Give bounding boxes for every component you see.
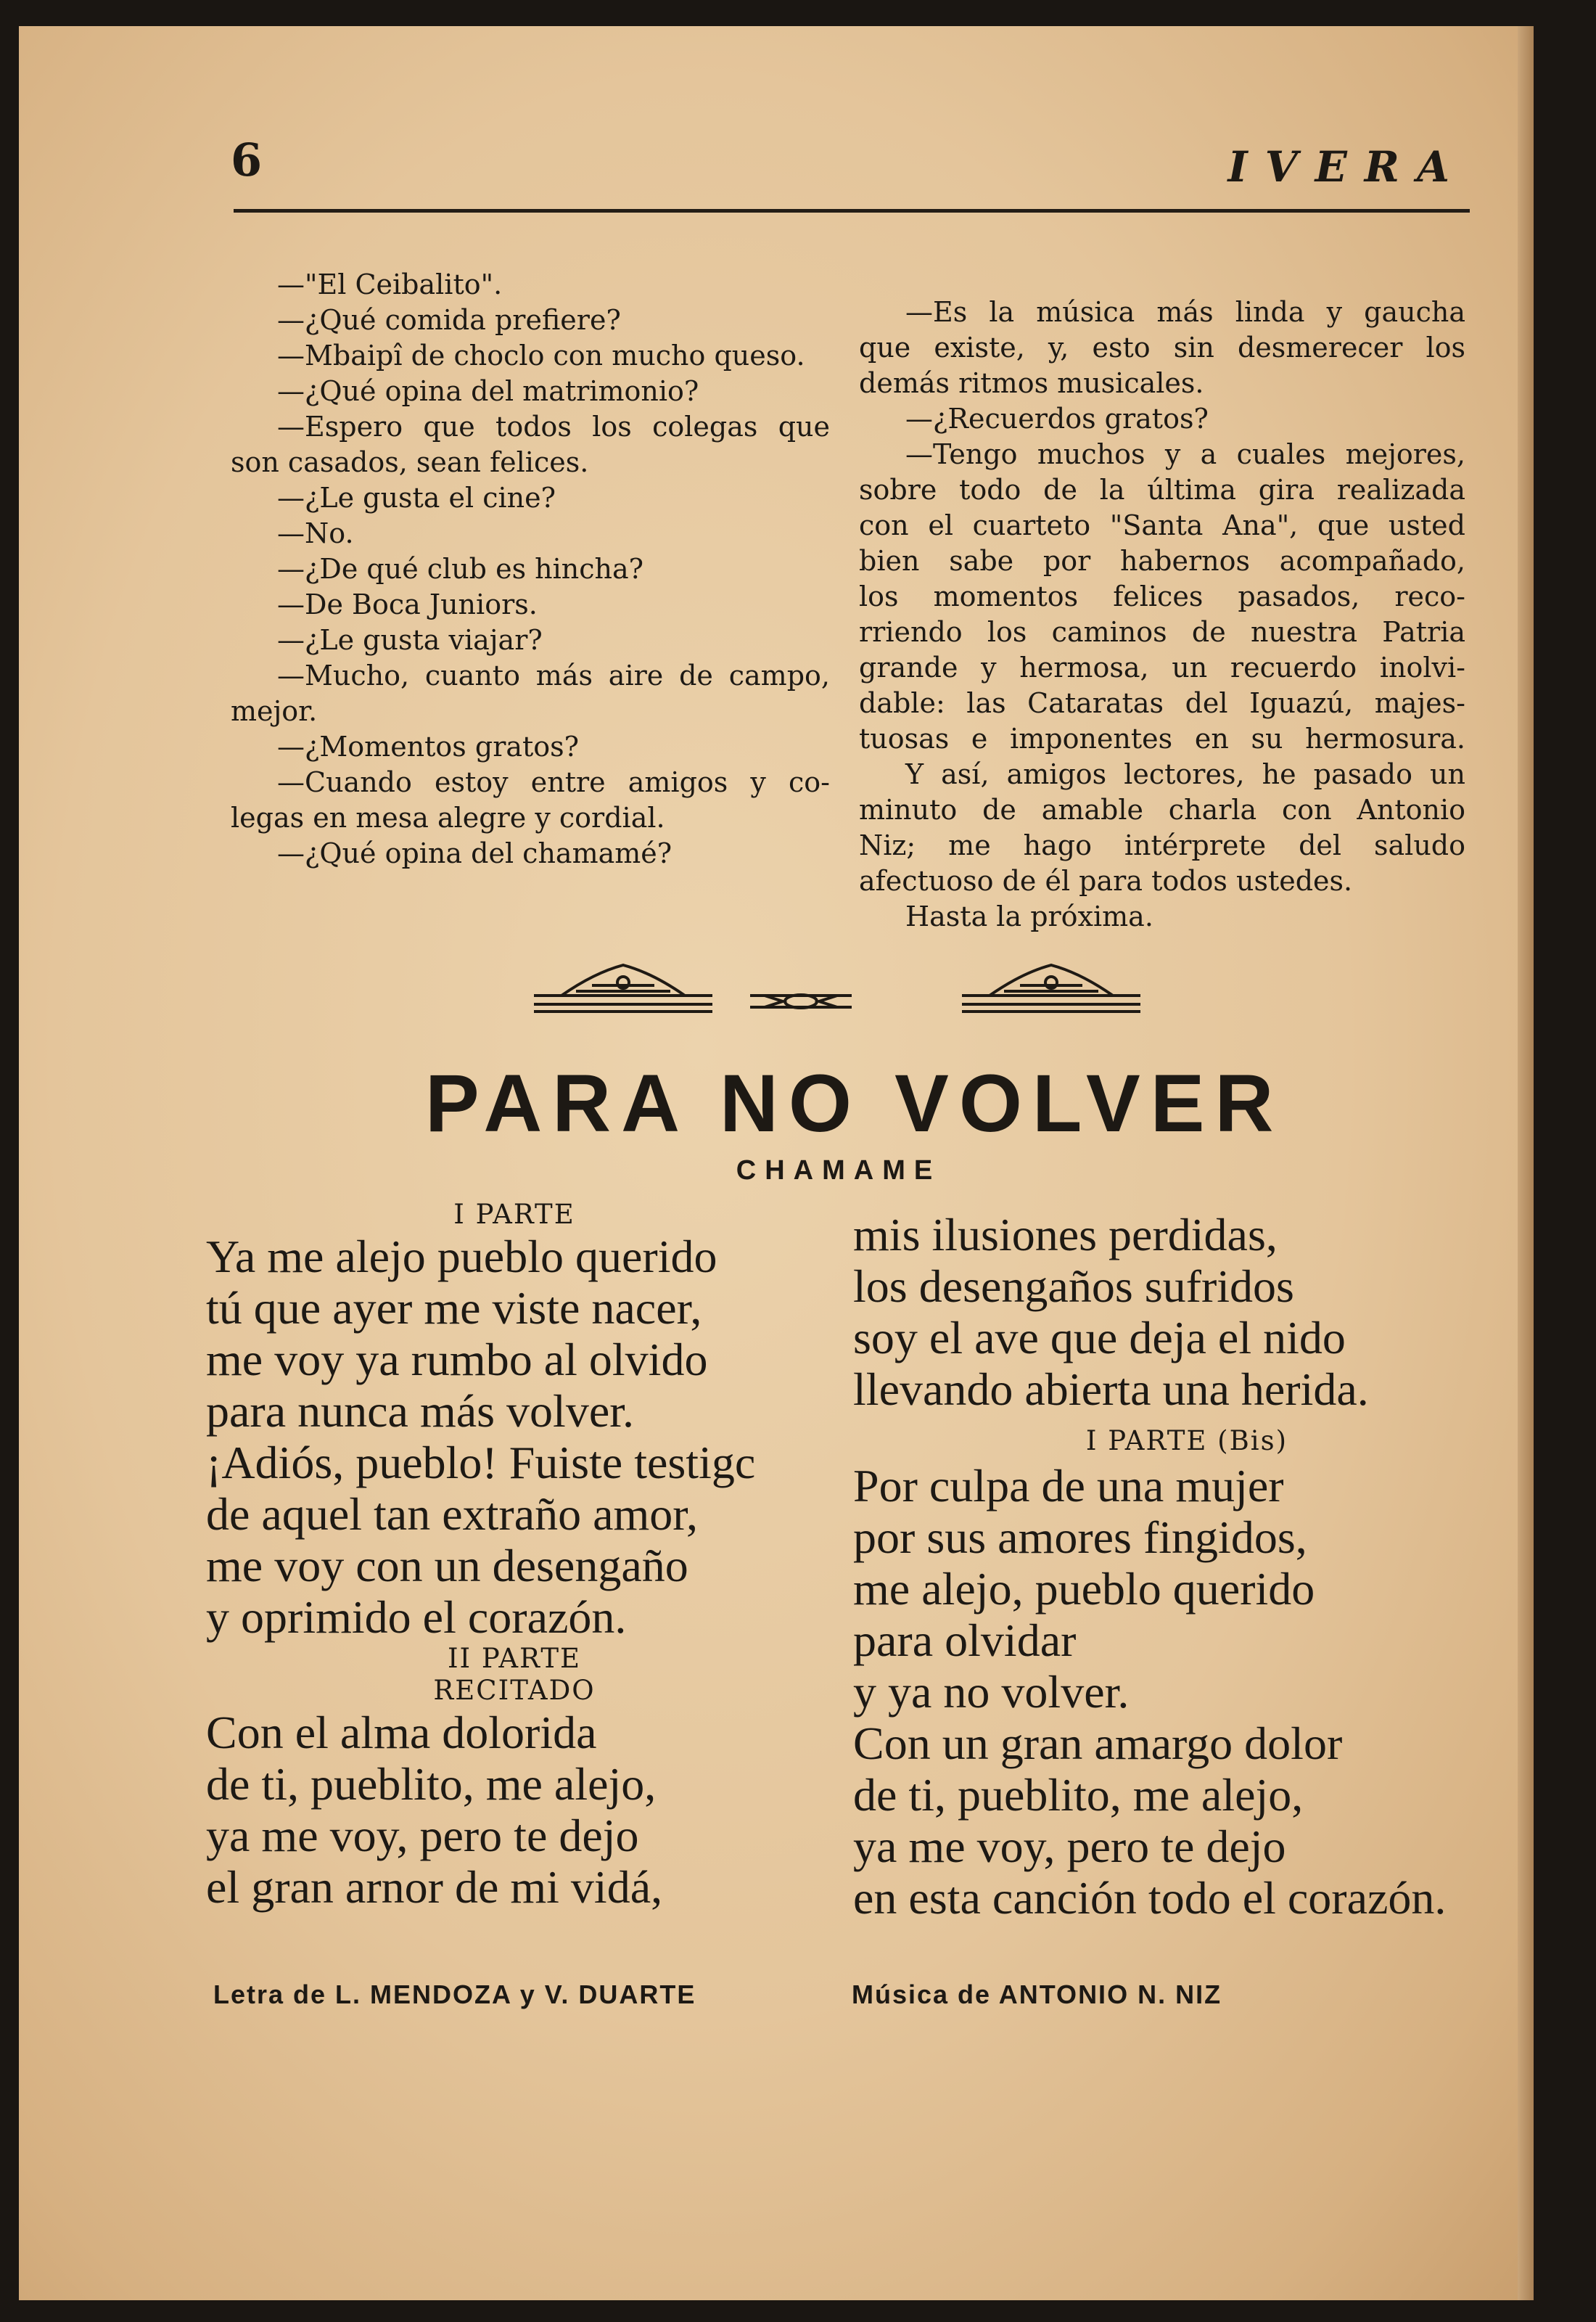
lyric-line: tú que ayer me viste nacer, xyxy=(206,1282,702,1334)
lyric-line: me voy con un desengaño xyxy=(206,1540,688,1591)
interview-line: —No. xyxy=(277,517,354,549)
interview-line: grande y hermosa, un recuerdo inolvi- xyxy=(859,652,1465,684)
lyric-line: y oprimido el corazón. xyxy=(206,1591,627,1643)
interview-line: afectuoso de él para todos ustedes. xyxy=(859,865,1353,897)
lyric-line: los desengaños sufridos xyxy=(853,1260,1294,1312)
interview-line: Niz; me hago intérprete del saludo xyxy=(859,829,1465,861)
page-number: 6 xyxy=(231,134,263,186)
song-title: PARA NO VOLVER xyxy=(425,1058,1284,1149)
header-rule xyxy=(234,209,1470,213)
lyric-line: por sus amores fingidos, xyxy=(853,1511,1307,1563)
interview-line: legas en mesa alegre y cordial. xyxy=(231,802,665,834)
interview-line: —¿Momentos gratos? xyxy=(277,731,580,763)
music-credit: Música de ANTONIO N. NIZ xyxy=(852,1980,1222,2009)
interview-right-column xyxy=(859,295,1465,935)
lyric-line: ¡Adiós, pueblo! Fuiste testigc xyxy=(206,1437,756,1488)
lyric-line: y ya no volver. xyxy=(853,1666,1130,1718)
interview-line: —¿Qué opina del chamamé? xyxy=(277,837,672,869)
interview-line: —Espero que todos los colegas que xyxy=(277,411,830,443)
interview-line: —Mbaipî de choclo con mucho queso. xyxy=(277,340,805,372)
lyrics-left-column xyxy=(206,1199,830,1913)
lyric-line: para nunca más volver. xyxy=(206,1385,634,1437)
interview-line: rriendo los caminos de nuestra Patria xyxy=(859,616,1465,648)
interview-line: demás ritmos musicales. xyxy=(859,367,1204,399)
interview-line: bien sabe por habernos acompañado, xyxy=(859,545,1465,577)
lyric-line: llevando abierta una herida. xyxy=(853,1363,1369,1415)
interview-line: —¿Le gusta viajar? xyxy=(277,624,543,656)
lyric-line: el gran arnor de mi vidá, xyxy=(206,1861,663,1913)
interview-line: con el cuarteto "Santa Ana", que usted xyxy=(859,509,1465,541)
interview-line: —De Boca Juniors. xyxy=(277,588,538,620)
interview-line: —"El Ceibalito". xyxy=(277,268,503,300)
interview-line: —Mucho, cuanto más aire de campo, xyxy=(277,660,830,692)
magazine-name: IVERA xyxy=(1227,142,1467,192)
lyric-line: ya me voy, pero te dejo xyxy=(853,1821,1286,1872)
page-spine-shadow xyxy=(1518,26,1534,2300)
lyric-line: Con un gran amargo dolor xyxy=(853,1718,1343,1769)
lyric-line: de ti, pueblito, me alejo, xyxy=(206,1758,657,1810)
interview-line: —¿De qué club es hincha? xyxy=(277,553,644,585)
interview-line: dable: las Cataratas del Iguazú, majes- xyxy=(859,687,1465,719)
lyric-line: soy el ave que deja el nido xyxy=(853,1312,1346,1363)
lyric-line: Ya me alejo pueblo querido xyxy=(206,1231,717,1282)
lyric-line: para olvidar xyxy=(853,1615,1077,1666)
decorative-ornament-divider xyxy=(532,953,1142,1016)
song-genre: CHAMAME xyxy=(736,1155,942,1186)
lyric-line: de aquel tan extraño amor, xyxy=(206,1488,699,1540)
interview-line: mejor. xyxy=(231,695,318,727)
interview-line: —Tengo muchos y a cuales mejores, xyxy=(905,438,1465,470)
section-subheading: RECITADO xyxy=(433,1675,596,1706)
interview-line: que existe, y, esto sin desmerecer los xyxy=(859,332,1465,364)
interview-line: —¿Le gusta el cine? xyxy=(277,482,556,514)
interview-line: minuto de amable charla con Antonio xyxy=(859,794,1465,826)
section-heading: II PARTE xyxy=(447,1643,582,1674)
lyrics-credit: Letra de L. MENDOZA y V. DUARTE xyxy=(213,1980,696,2009)
lyric-line: de ti, pueblito, me alejo, xyxy=(853,1769,1304,1821)
lyric-line: Por culpa de una mujer xyxy=(853,1460,1284,1511)
section-heading: I PARTE (Bis) xyxy=(1085,1425,1288,1456)
lyric-line: me voy ya rumbo al olvido xyxy=(206,1334,708,1385)
interview-line: son casados, sean felices. xyxy=(231,446,589,478)
lyric-line: Con el alma dolorida xyxy=(206,1707,597,1758)
lyric-line: en esta canción todo el corazón. xyxy=(853,1872,1447,1924)
interview-line: Y así, amigos lectores, he pasado un xyxy=(905,758,1465,790)
interview-line: tuosas e imponentes en su hermosura. xyxy=(859,723,1465,755)
interview-line: —¿Recuerdos gratos? xyxy=(905,403,1209,435)
interview-line: —Es la música más linda y gaucha xyxy=(905,296,1465,328)
interview-line: —Cuando estoy entre amigos y co- xyxy=(277,766,830,798)
lyric-line: mis ilusiones perdidas, xyxy=(853,1209,1278,1260)
interview-left-column xyxy=(231,267,830,871)
interview-line: Hasta la próxima. xyxy=(905,901,1153,932)
interview-line: —¿Qué opina del matrimonio? xyxy=(277,375,699,407)
lyric-line: me alejo, pueblo querido xyxy=(853,1563,1315,1615)
interview-line: —¿Qué comida prefiere? xyxy=(277,304,621,336)
lyric-line: ya me voy, pero te dejo xyxy=(206,1810,639,1861)
interview-line: los momentos felices pasados, reco- xyxy=(859,580,1465,612)
section-heading: I PARTE xyxy=(453,1199,575,1230)
lyrics-right-column xyxy=(853,1209,1484,1924)
magazine-page xyxy=(19,26,1534,2300)
interview-line: sobre todo de la última gira realizada xyxy=(859,474,1465,506)
